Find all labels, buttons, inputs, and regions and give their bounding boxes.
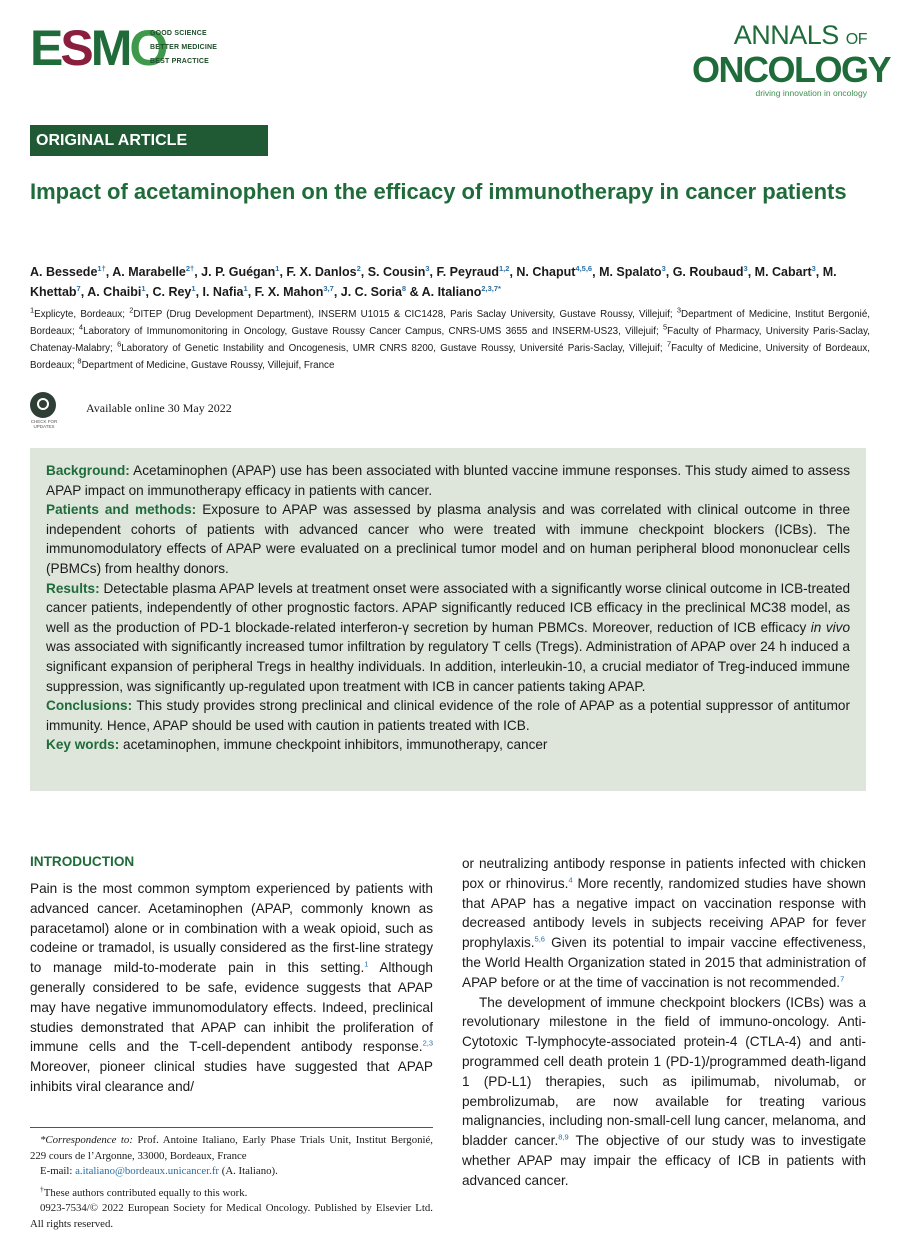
abstract-methods: Patients and methods: Exposure to APAP was assessed by plasma analysis and was correlated with clinical outcome in three independent cohorts of patients with advanced cancer who were treated with immune checkpoint blockers (ICBs). The immunomodulatory effects of APAP were evaluated on a preclinical tumor model and on human peripheral blood mononuclear cells (PBMCs) from healthy donors. (46, 502, 850, 576)
body-column-left (30, 879, 433, 1097)
author-name: M. Cabart (754, 265, 812, 279)
body-column-right (462, 854, 866, 1191)
citation-link[interactable]: 7 (840, 974, 845, 984)
esmo-logo (30, 20, 220, 76)
affiliation-text: Faculty of Medicine, University of Bordeaux, Bordeaux; (30, 343, 870, 371)
author-affiliation-sup: 3 (425, 263, 430, 273)
intro-paragraph-1: Pain is the most common symptom experienced by patients with advanced cancer. Acetaminophen (APAP, commonly known as paracetamol) alone or in combination with a weak opioid, such as codeine or tramadol, is usually considered as the first-line strategy to manage mild-to-moderate pain in this setting.$^1$ Although generally considered to be safe, evidence suggests that APAP may have negative immunomodulatory effects. Indeed, preclinical studies demonstrated that APAP can inhibit the proliferation of immune cells and the T-cell-dependent antibody response.$^{2,3}$ Moreover, pioneer clinical studies have suggested that APAP inhibits viral clearance and/ (30, 881, 433, 1094)
author-affiliation-sup: 8 (401, 283, 407, 293)
author-list: A. Bessede$^{1\dagger}$, A. Marabelle$^{2\dagger}$, J. P. Guégan$^1$, F. X. Danlos$^2$, S. Cousin$^3$, F. Peyraud$^{1,2}$, N. Chaput$^{4,5,6}$, M. Spalato$^3$, G. Roubaud$^3$, M. Cabart$^3$, M. Khettab$^7$, A. Chaibi$^1$, C. Rey$^1$, I. Nafia$^1$, F. X. Mahon$^{3,7}$, J. C. Soria$^8$ & A. Italiano$^{2,3,7*}$ (30, 263, 837, 299)
article-type-band: ORIGINAL ARTICLE (30, 125, 268, 156)
author-name: F. X. Mahon (254, 285, 324, 299)
author-affiliation-sup: 3 (743, 263, 748, 273)
author-affiliation-sup: 1 (275, 263, 280, 273)
author-name: C. Rey (152, 285, 192, 299)
author-name: J. C. Soria (340, 285, 402, 299)
author-name: A. Italiano (421, 285, 482, 299)
citation-link[interactable]: 8,9 (558, 1132, 569, 1142)
author-name: N. Chaput (516, 265, 576, 279)
journal-name-of: OF (845, 31, 867, 48)
journal-name-top: ANNALS (733, 20, 839, 50)
esmo-tagline-2: BETTER MEDICINE (150, 44, 218, 51)
author-affiliation-sup: 1 (191, 283, 196, 293)
affiliation-text: DITEP (Drug Development Department), INSERM U1015 & CIC1428, Paris Saclay University, Gustave Roussy, Villejuif; (133, 309, 677, 320)
affiliation-number: 1 (30, 305, 35, 315)
affiliation-number: 7 (666, 339, 672, 349)
author-name: I. Nafia (202, 285, 244, 299)
affiliation-number: 2 (129, 305, 134, 315)
affiliation-number: 3 (676, 305, 682, 315)
author-name: M. Spalato (599, 265, 662, 279)
author-name: G. Roubaud (672, 265, 744, 279)
affiliation-text: Department of Medicine, Institut Bergonié, Bordeaux; (30, 309, 870, 337)
copyright-note: 0923-7534/© 2022 European Society for Medical Oncology. Published by Elsevier Ltd. All rights reserved. (30, 1202, 433, 1230)
esmo-logo-wordmark: ESMO (30, 20, 166, 76)
abstract-box (30, 448, 866, 791)
email-link[interactable]: a.italiano@bordeaux.unicancer.fr (75, 1165, 220, 1177)
author-name: M. Khettab (30, 265, 837, 299)
author-affiliation-sup: 2 (356, 263, 361, 273)
affiliation-text: Faculty of Pharmacy, University Paris-Saclay, Chatenay-Malabry; (30, 326, 871, 354)
footnote-divider (30, 1127, 433, 1128)
equal-contribution-note: †These authors contributed equally to this work. (40, 1183, 248, 1199)
email-note: E-mail: a.italiano@bordeaux.unicancer.fr (A. Italiano). (40, 1165, 278, 1177)
journal-tagline: driving innovation in oncology (755, 88, 867, 98)
author-name: A. Chaibi (87, 285, 142, 299)
citation-link[interactable]: 1 (364, 959, 369, 969)
section-heading-introduction: INTRODUCTION (30, 854, 135, 869)
article-title: Impact of acetaminophen on the efficacy of immunotherapy in cancer patients (30, 179, 847, 204)
intro-paragraph-1-continued: or neutralizing antibody response in patients infected with chicken pox or rhinovirus.$^4$ More recently, randomized studies have shown that APAP has a negative impact on vaccination response with decreased antibody levels in subjects receiving APAP for fever prophylaxis.$^{5,6}$ Given its potential to impair vaccine effectiveness, the World Health Organization stated in 2015 that administration of APAP before or at the time of vaccination is not recommended.$^7$ (462, 856, 866, 990)
affiliation-text: Laboratory of Genetic Instability and Oncogenesis, UMR CNRS 8200, Gustave Roussy, Université Paris-Saclay, Villejuif; (121, 343, 667, 354)
check-for-updates-badge[interactable] (28, 392, 60, 432)
author-name: F. Peyraud (436, 265, 499, 279)
author-affiliation-sup: 1† (97, 263, 106, 273)
available-online-date: Available online 30 May 2022 (86, 401, 232, 415)
author-name: S. Cousin (367, 265, 426, 279)
abstract-background: Background: Acetaminophen (APAP) use has been associated with blunted vaccine immune responses. This study aimed to assess APAP impact on immunotherapy efficacy in patients with cancer. (46, 463, 850, 498)
abstract-keywords: Key words: acetaminophen, immune checkpoint inhibitors, immunotherapy, cancer (46, 737, 548, 753)
author-affiliation-sup: 1 (141, 283, 146, 293)
citation-link[interactable]: 2,3 (422, 1038, 433, 1048)
citation-link[interactable]: 4 (568, 875, 573, 885)
affiliation-text: Explicyte, Bordeaux; (34, 309, 130, 320)
check-updates-label: CHECK FOR UPDATES (30, 419, 58, 429)
intro-paragraph-2: The development of immune checkpoint blockers (ICBs) was a revolutionary milestone in the field of immuno-oncology. Anti-Cytotoxic T-lymphocyte-associated protein-4 (CTLA-4) and anti-programmed cell death protein 1 (PD-1)/programmed death-ligand 1 (PD-L1) therapies, such as ipilimumab, nivolumab, or pembrolizumab, are now available for treating various malignancies, including non-small-cell lung cancer, melanoma, and bladder cancer.$^{8,9}$ The objective of our study was to investigate whether APAP may impair the efficacy of ICB in patients with advanced cancer. (462, 994, 866, 1188)
footnotes (30, 1133, 433, 1232)
journal-logo (692, 20, 891, 102)
author-affiliation-sup: 4,5,6 (575, 263, 593, 273)
author-affiliation-sup: 1,2 (499, 263, 510, 273)
author-affiliation-sup: 2† (185, 263, 195, 273)
author-name: J. P. Guégan (201, 265, 276, 279)
author-affiliation-sup: 3 (661, 263, 666, 273)
author-affiliation-sup: 7 (76, 283, 81, 293)
author-name: A. Bessede (30, 265, 98, 279)
abstract-results: Results: Detectable plasma APAP levels at treatment onset were associated with a significantly worse clinical outcome in ICB-treated cancer patients, independently of other prognostic factors. APAP significantly reduced ICB efficacy in the preclinical MC38 model, as well as the production of PD-1 blockade-related interferon-γ secretion by human PBMCs. Moreover, reduction of ICB efficacy in vivo was associated with significantly increased tumor infiltration by regulatory T cells (Tregs). Administration of APAP over 24 h induced a significant expansion of peripheral Tregs in healthy individuals. In addition, interleukin-10, a crucial mediator of Treg-induced immune suppression, was significantly up-regulated upon treatment with ICB in cancer patients taking APAP. (46, 580, 851, 694)
author-affiliation-sup: 1 (243, 283, 248, 293)
author-affiliation-sup: 3 (811, 263, 816, 273)
affiliation-number: 4 (78, 322, 84, 332)
esmo-tagline-3: BEST PRACTICE (150, 58, 209, 65)
abstract-conclusions: Conclusions: This study provides strong preclinical and clinical evidence of the role of APAP as a potential suppressor of antitumor immunity. Hence, APAP should be used with caution in patients treated with ICB. (46, 698, 850, 733)
affiliation-text: Department of Medicine, Gustave Roussy, Villejuif, France (81, 360, 335, 371)
author-affiliation-sup: 2,3,7* (481, 283, 501, 293)
citation-link[interactable]: 5,6 (534, 934, 545, 944)
affiliation-number: 8 (77, 356, 82, 366)
affiliation-text: Laboratory of Immunomonitoring in Oncology, Gustave Roussy Cancer Campus, CNRS-UMS 3655 and INSERM-US23, Villejuif; (83, 326, 663, 337)
affiliations (30, 306, 870, 374)
journal-name-bottom: ONCOLOGY (692, 49, 891, 90)
author-name: A. Marabelle (112, 265, 186, 279)
author-name: F. X. Danlos (286, 265, 357, 279)
esmo-tagline-1: GOOD SCIENCE (150, 30, 207, 37)
author-affiliation-sup: 3,7 (323, 283, 334, 293)
correspondence-note: *Correspondence to: Prof. Antoine Italiano, Early Phase Trials Unit, Institut Bergonié, 229 cours de l’Argonne, 33000, Bordeaux, France (30, 1134, 433, 1162)
affiliation-number: 5 (662, 322, 668, 332)
affiliation-number: 6 (117, 339, 122, 349)
